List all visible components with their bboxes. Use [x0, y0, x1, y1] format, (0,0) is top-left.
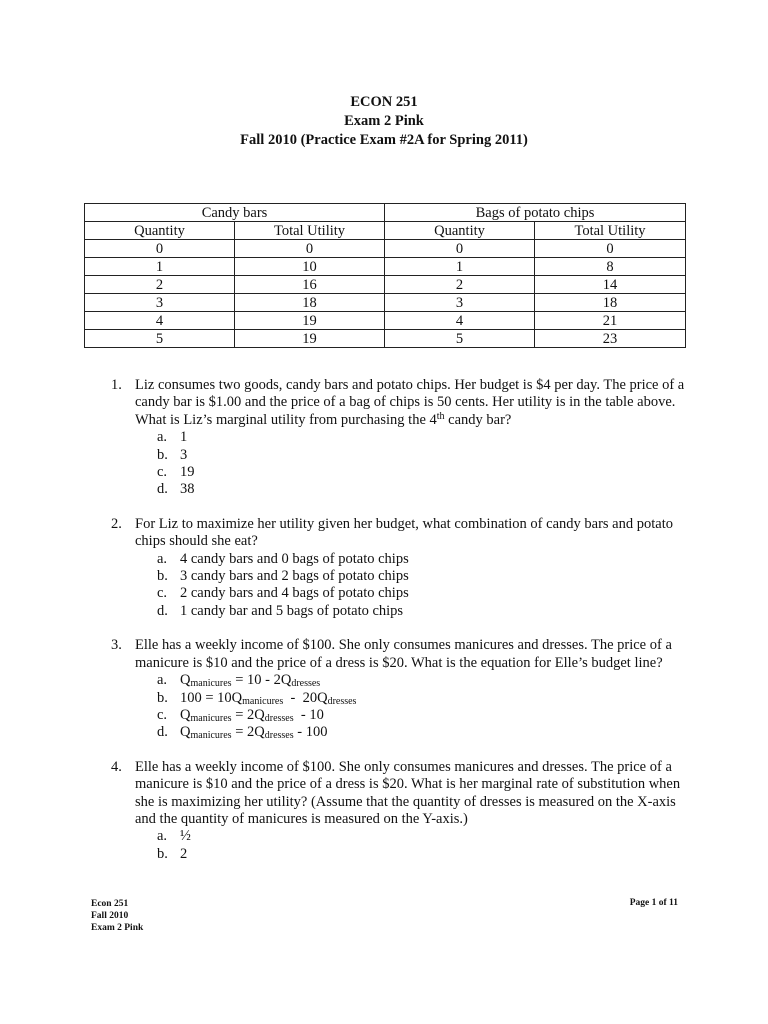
equation-part: Q	[180, 724, 191, 741]
footer-left	[91, 898, 143, 934]
table-cell: 1	[385, 258, 535, 276]
table-cell: 2	[85, 276, 235, 294]
option-letter: c.	[157, 464, 168, 481]
option-letter: b.	[157, 689, 168, 706]
group-header-candy-bars: Candy bars	[85, 204, 385, 222]
question-number: 3.	[111, 637, 122, 654]
equation-part: - 100	[293, 724, 328, 741]
option-letter: d.	[157, 602, 168, 619]
equation-part: Q	[180, 706, 191, 723]
question-text: Elle has a weekly income of $100. She only consumes manicures and dresses. The price of a manicure is $10 and the price of a dress is $20. What is her marginal rate of substitution when she is maximizing her utility? (Assume that the quantity of dresses is measured on the X-axis and the quantity of manicures is measured on the Y-axis.)	[135, 758, 681, 827]
answer-option	[157, 481, 691, 498]
answer-options	[135, 429, 691, 499]
exam-title: Exam 2 Pink	[344, 113, 424, 129]
option-text: 19	[180, 464, 195, 481]
question-text: Elle has a weekly income of $100. She only consumes manicures and dresses. The price of a manicure is $10 and the price of a dress is $20. What is the equation for Elle’s budget line?	[135, 637, 672, 671]
question-2	[111, 516, 691, 620]
table-cell: 5	[385, 330, 535, 348]
table-row	[85, 240, 686, 258]
subscript: dresses	[264, 730, 294, 742]
ordinal-suffix: th	[436, 410, 445, 422]
equation-part: 100 = 10Q	[180, 689, 243, 706]
footer-term: Fall 2010	[91, 911, 129, 921]
table-row	[85, 258, 686, 276]
subscript: manicures	[242, 695, 284, 707]
option-text: 38	[180, 481, 195, 498]
equation-part: Q	[180, 672, 191, 689]
table-cell: 10	[235, 258, 385, 276]
option-text: 1	[180, 429, 188, 446]
table-cell: 3	[385, 294, 535, 312]
table-group-header-row	[85, 204, 686, 222]
table-cell: 4	[85, 312, 235, 330]
table-cell: 19	[235, 312, 385, 330]
option-letter: c.	[157, 585, 168, 602]
table-cell: 3	[85, 294, 235, 312]
group-header-potato-chips: Bags of potato chips	[385, 204, 686, 222]
option-letter: d.	[157, 481, 168, 498]
question-text-part: candy bar?	[444, 411, 512, 428]
answer-option	[157, 464, 691, 481]
option-letter: b.	[157, 845, 168, 862]
column-header: Quantity	[385, 222, 535, 240]
answer-options	[135, 828, 691, 863]
table-cell: 16	[235, 276, 385, 294]
answer-option	[157, 429, 691, 446]
table-cell: 2	[385, 276, 535, 294]
table-cell: 18	[235, 294, 385, 312]
option-letter: c.	[157, 706, 168, 723]
table-cell: 8	[535, 258, 686, 276]
utility-table	[84, 203, 686, 348]
question-1	[111, 377, 691, 499]
table-cell: 21	[535, 312, 686, 330]
answer-option	[157, 690, 691, 707]
table-cell: 1	[85, 258, 235, 276]
option-text: 3	[180, 446, 188, 463]
column-header: Total Utility	[535, 222, 686, 240]
question-number: 1.	[111, 377, 122, 393]
option-text: 2	[180, 845, 188, 862]
equation-part: = 2Q	[231, 706, 265, 723]
table-cell: 14	[535, 276, 686, 294]
option-text: ½	[180, 828, 191, 845]
answer-option	[157, 568, 691, 585]
option-letter: b.	[157, 446, 168, 463]
table-cell: 0	[235, 240, 385, 258]
equation-part: = 2Q	[231, 724, 265, 741]
option-text: 3 candy bars and 2 bags of potato chips	[180, 568, 409, 585]
answer-option	[157, 828, 691, 845]
question-text-part: Liz consumes two goods, candy bars and potato chips. Her budget is $4 per day. The price of a candy bar is $1.00 and the price of a bag of chips is 50 cents. Her utility is in the table above. What is Liz’s marginal utility from purchasing the 4	[135, 377, 685, 428]
option-letter: a.	[157, 550, 168, 567]
answer-option	[157, 603, 691, 620]
subscript: dresses	[327, 695, 357, 707]
answer-options	[135, 672, 691, 742]
table-row	[85, 330, 686, 348]
column-header: Quantity	[85, 222, 235, 240]
answer-option	[157, 447, 691, 464]
answer-option	[157, 707, 691, 724]
question-text	[135, 377, 691, 429]
course-title: ECON 251	[350, 94, 418, 110]
answer-option	[157, 846, 691, 863]
table-cell: 5	[85, 330, 235, 348]
subscript: dresses	[264, 712, 294, 724]
table-column-header-row	[85, 222, 686, 240]
table-row	[85, 276, 686, 294]
answer-option	[157, 672, 691, 689]
table-cell: 18	[535, 294, 686, 312]
question-number: 2.	[111, 515, 122, 532]
table-cell: 0	[85, 240, 235, 258]
option-text: 4 candy bars and 0 bags of potato chips	[180, 550, 409, 567]
footer-exam: Exam 2 Pink	[91, 923, 144, 933]
answer-option	[157, 724, 691, 741]
question-4	[111, 759, 691, 863]
table-row	[85, 312, 686, 330]
table-cell: 23	[535, 330, 686, 348]
subscript: dresses	[291, 678, 321, 690]
equation-part: - 20Q	[283, 689, 328, 706]
footer-course: Econ 251	[91, 899, 129, 909]
question-3	[111, 637, 691, 741]
term-title: Fall 2010 (Practice Exam #2A for Spring 2011)	[240, 132, 528, 148]
equation-part: - 10	[293, 706, 324, 723]
question-number: 4.	[111, 758, 122, 775]
page-header	[0, 93, 768, 150]
subscript: manicures	[190, 712, 232, 724]
table-cell: 0	[535, 240, 686, 258]
equation-part: = 10 - 2Q	[231, 672, 292, 689]
column-header: Total Utility	[235, 222, 385, 240]
table-cell: 4	[385, 312, 535, 330]
page-number: Page 1 of 11	[629, 898, 678, 908]
subscript: manicures	[190, 730, 232, 742]
question-text: For Liz to maximize her utility given her budget, what combination of candy bars and potato chips should she eat?	[135, 515, 673, 550]
option-text: 1 candy bar and 5 bags of potato chips	[180, 602, 404, 619]
table-row	[85, 294, 686, 312]
answer-option	[157, 551, 691, 568]
subscript: manicures	[190, 678, 232, 690]
table-cell: 19	[235, 330, 385, 348]
question-list	[111, 377, 691, 880]
option-letter: a.	[157, 429, 168, 446]
option-letter: a.	[157, 672, 168, 689]
option-letter: d.	[157, 724, 168, 741]
table-cell: 0	[385, 240, 535, 258]
option-text: 2 candy bars and 4 bags of potato chips	[180, 585, 409, 602]
answer-options	[135, 551, 691, 621]
option-letter: a.	[157, 828, 168, 845]
option-letter: b.	[157, 568, 168, 585]
answer-option	[157, 585, 691, 602]
